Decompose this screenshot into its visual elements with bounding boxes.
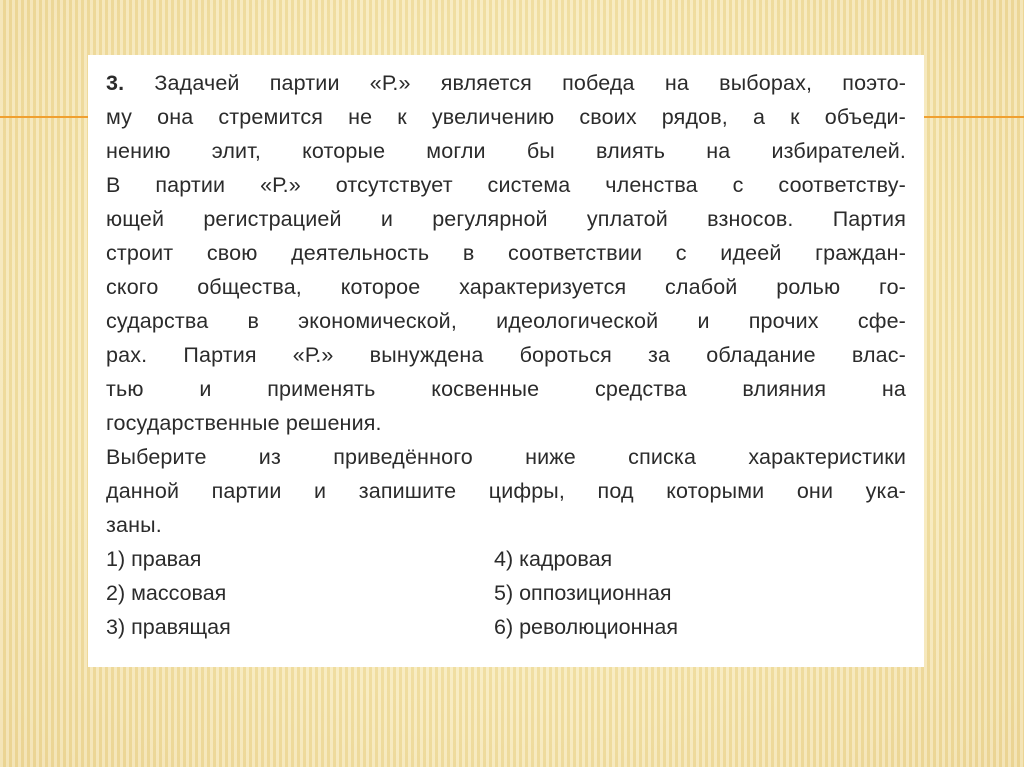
option-1: 1) правая xyxy=(106,547,202,571)
task-line-9: рах. Партия «Р.» вынуждена бороться за обладание влас- xyxy=(106,343,906,367)
task-line-11: государственные решения. xyxy=(106,411,382,435)
task-line-1-text: Задачей партии «Р.» является победа на выборах, поэто- xyxy=(124,71,906,95)
task-line-13: данной партии и запишите цифры, под которыми они ука- xyxy=(106,479,906,503)
task-number: 3. xyxy=(106,71,125,95)
task-line-2: му она стремится не к увеличению своих рядов, а к объеди- xyxy=(106,105,906,129)
task-line-1 xyxy=(106,66,906,100)
task-line-6: строит свою деятельность в соответствии с идеей граждан- xyxy=(106,241,906,265)
task-line-5: ющей регистрацией и регулярной уплатой взносов. Партия xyxy=(106,207,906,231)
task-line-10: тью и применять косвенные средства влияния на xyxy=(106,377,906,401)
task-line-7: ского общества, которое характеризуется слабой ролью го- xyxy=(106,275,906,299)
task-line-14: заны. xyxy=(106,513,162,537)
task-card xyxy=(88,55,924,667)
option-3: 3) правящая xyxy=(106,615,231,639)
option-6: 6) революционная xyxy=(494,615,678,639)
accent-line-right xyxy=(924,116,1024,118)
option-2: 2) массовая xyxy=(106,581,227,605)
accent-line-left xyxy=(0,116,98,118)
option-4: 4) кадровая xyxy=(494,547,613,571)
option-5: 5) оппозиционная xyxy=(494,581,672,605)
task-line-3: нению элит, которые могли бы влиять на избирателей. xyxy=(106,139,906,163)
task-line-12: Выберите из приведённого ниже списка характеристики xyxy=(106,445,906,469)
answer-options xyxy=(106,542,906,644)
task-line-8: сударства в экономической, идеологической и прочих сфе- xyxy=(106,309,906,333)
task-line-4: В партии «Р.» отсутствует система членства с соответству- xyxy=(106,173,906,197)
